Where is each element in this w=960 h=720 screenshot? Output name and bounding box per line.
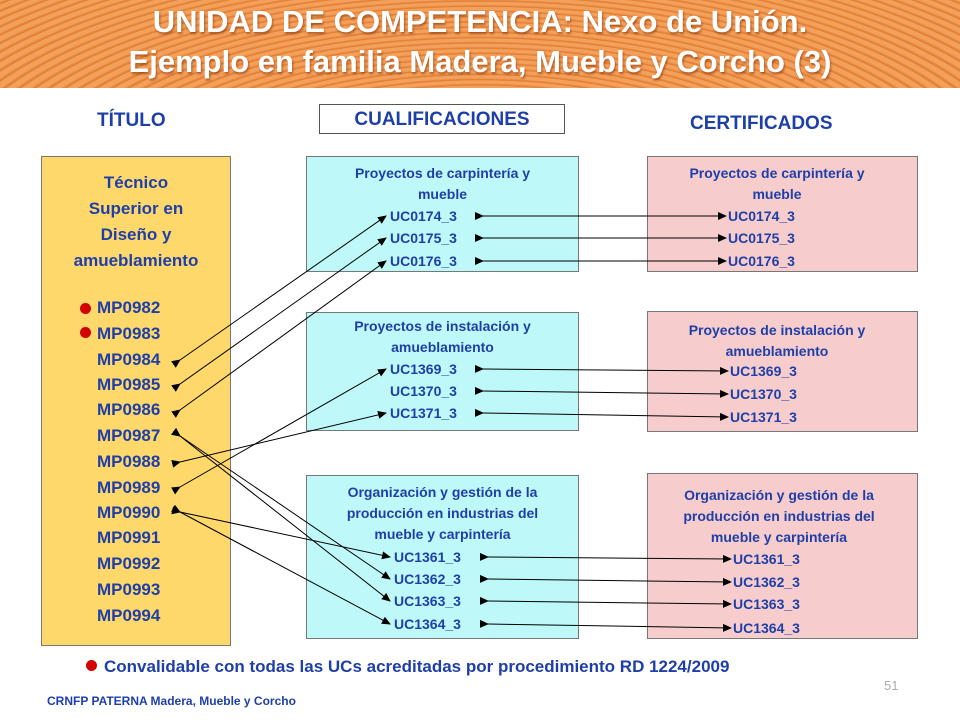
certificado-name-line: Proyectos de instalación y bbox=[688, 322, 866, 338]
certificado-name-line: amueblamiento bbox=[725, 343, 829, 359]
legend-bullet bbox=[86, 660, 97, 671]
module-item: MP0987 bbox=[97, 426, 161, 445]
footer-text: CRNFP PATERNA Madera, Mueble y Corcho bbox=[47, 694, 296, 708]
legend-text: Convalidable con todas las UCs acreditadas por procedimiento RD 1224/2009 bbox=[104, 657, 730, 676]
link-arrow bbox=[180, 512, 390, 624]
uc-item: UC1370_3 bbox=[730, 386, 797, 402]
uc-item: UC1362_3 bbox=[733, 574, 800, 590]
module-item: MP0994 bbox=[97, 606, 161, 625]
uc-item: UC1364_3 bbox=[733, 620, 800, 636]
module-item: MP0993 bbox=[97, 580, 161, 599]
link-arrow bbox=[180, 238, 386, 384]
module-item: MP0983 bbox=[97, 324, 161, 343]
column-header-certificados: CERTIFICADOS bbox=[690, 113, 833, 134]
cualificacion-name-line: amueblamiento bbox=[391, 339, 494, 355]
uc-item: UC1361_3 bbox=[733, 551, 800, 567]
uc-item: UC1371_3 bbox=[390, 405, 457, 421]
uc-item: UC1362_3 bbox=[394, 571, 461, 587]
uc-item: UC0175_3 bbox=[728, 230, 795, 246]
module-item: MP0992 bbox=[97, 554, 161, 573]
cualificacion-name-line: Proyectos de instalación y bbox=[354, 318, 531, 334]
module-item: MP0989 bbox=[97, 478, 161, 497]
uc-item: UC1369_3 bbox=[390, 361, 457, 377]
link-arrow bbox=[488, 579, 731, 582]
cualificacion-name-line: producción en industrias del bbox=[346, 505, 539, 521]
cualificacion-name-line: mueble y carpintería bbox=[374, 526, 511, 542]
certificado-name-line: mueble bbox=[752, 186, 802, 202]
uc-item: UC0176_3 bbox=[728, 253, 795, 269]
module-item: MP0988 bbox=[97, 452, 161, 471]
uc-item: UC0174_3 bbox=[390, 208, 457, 224]
certificado-name-line: Proyectos de carpintería y bbox=[689, 165, 865, 181]
uc-item: UC1371_3 bbox=[730, 409, 797, 425]
page-title-line-2: Ejemplo en familia Madera, Mueble y Corcho (3) bbox=[128, 44, 832, 79]
module-item: MP0986 bbox=[97, 400, 161, 419]
link-arrow bbox=[180, 436, 390, 579]
uc-item: UC0176_3 bbox=[390, 253, 457, 269]
link-arrow bbox=[180, 216, 386, 360]
uc-item: UC0175_3 bbox=[390, 230, 457, 246]
uc-item: UC1369_3 bbox=[730, 363, 797, 379]
link-arrow bbox=[488, 557, 731, 559]
cualificacion-name-line: Proyectos de carpintería y bbox=[354, 165, 531, 181]
link-arrow bbox=[483, 391, 728, 394]
module-item: MP0984 bbox=[97, 350, 161, 369]
column-header-titulo: TÍTULO bbox=[97, 110, 166, 131]
titulo-name-line: Técnico bbox=[103, 173, 169, 192]
certificado-name-line: Organización y gestión de la bbox=[684, 487, 874, 503]
uc-item: UC1364_3 bbox=[394, 616, 461, 632]
module-item: MP0991 bbox=[97, 528, 161, 547]
uc-item: UC1370_3 bbox=[390, 383, 457, 399]
link-arrow bbox=[488, 624, 731, 628]
module-item: MP0982 bbox=[97, 298, 161, 317]
column-header-cualificaciones: CUALIFICACIONES bbox=[319, 104, 565, 134]
cualificacion-name-line: mueble bbox=[417, 186, 467, 202]
link-arrow bbox=[180, 413, 386, 462]
titulo-name-line: Diseño y bbox=[100, 225, 172, 244]
uc-item: UC1363_3 bbox=[394, 593, 461, 609]
titulo-name-line: Superior en bbox=[88, 199, 184, 218]
module-item: MP0990 bbox=[97, 503, 161, 522]
link-arrow bbox=[483, 413, 728, 417]
uc-item: UC1363_3 bbox=[733, 596, 800, 612]
link-arrow bbox=[180, 261, 386, 410]
titulo-name-line: amueblamiento bbox=[73, 251, 199, 270]
uc-item: UC0174_3 bbox=[728, 208, 795, 224]
module-item: MP0985 bbox=[97, 375, 161, 394]
page-number: 51 bbox=[884, 678, 899, 693]
link-arrow bbox=[488, 601, 731, 604]
page-title-line-1: UNIDAD DE COMPETENCIA: Nexo de Unión. bbox=[152, 4, 808, 39]
certificado-name-line: producción en industrias del bbox=[683, 508, 875, 524]
link-arrow bbox=[483, 369, 728, 371]
certificado-name-line: mueble y carpintería bbox=[710, 529, 848, 545]
uc-item: UC1361_3 bbox=[394, 549, 461, 565]
cualificacion-name-line: Organización y gestión de la bbox=[347, 484, 538, 500]
link-arrow bbox=[180, 369, 386, 487]
